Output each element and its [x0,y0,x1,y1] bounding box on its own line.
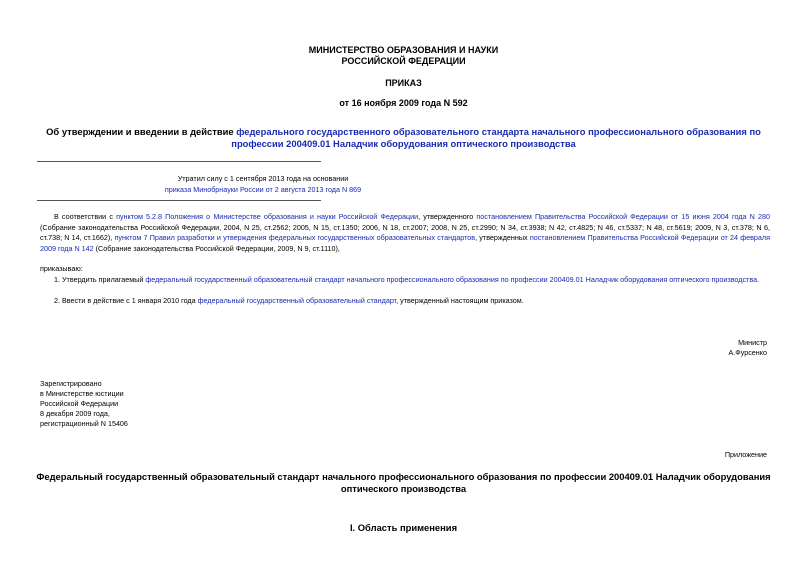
doc-date: от 16 ноября 2009 года N 592 [339,98,468,108]
preamble-text-2: , утвержденного [418,212,477,221]
signature-position: Министр [738,338,767,347]
item2-prefix: 2. Ввести в действие с 1 января 2010 года [54,296,198,305]
title-link-standard[interactable]: федерального государственного образовательного стандарта начального профессионального образования по [236,126,761,137]
signature-name: А.Фурсенко [728,348,767,357]
link-standard-item1[interactable]: федеральный государственный образовательный стандарт начального профессионального образования по профессии 200409.01 Наладчик оборудования оптического производства [145,275,758,284]
preamble-paragraph [40,212,770,254]
item1-prefix: 1. Утвердить прилагаемый [54,275,146,284]
repeal-order-link[interactable]: приказа Минобрнауки России от 2 августа 2013 года N 869 [164,185,362,194]
registration-line-3: Российской Федерации [40,399,119,408]
order-item-1 [40,275,770,286]
link-rules-item-7[interactable]: пунктом 7 Правил разработки и утверждения федеральных государственных образовательных стандартов [114,233,476,242]
appendix-title-line-2: оптического производства [340,483,467,494]
registration-line-1: Зарегистрировано [40,379,102,388]
link-regulation-5-2-8[interactable]: пунктом 5.2.8 Положения о Министерстве образования и науки Российской Федерации [116,212,419,221]
preamble-text-5: (Собрание законодательства Российской Федерации, 2009, N 9, ст.1110), [93,243,340,253]
preamble-text-1: В соответствии с [54,212,117,221]
status-line-1: Утратил силу с 1 сентября 2013 года на основании [177,174,349,183]
registration-line-2: в Министерстве юстиции [40,389,124,398]
appendix-label: Приложение [724,450,767,459]
order-title [0,126,807,150]
ministry-line-2: РОССИЙСКОЙ ФЕДЕРАЦИИ [341,56,466,66]
item1-suffix: . [757,275,760,284]
divider-bottom [37,200,321,201]
link-decree-280[interactable]: постановлением Правительства Российской Федерации от 15 июня 2004 года N 280 [476,212,770,221]
title-prefix: Об утверждении и введении в действие [46,126,237,137]
divider-top [37,161,321,162]
doc-type: ПРИКАЗ [385,78,422,88]
registration-line-4: 8 декабря 2009 года, [40,409,110,418]
link-decree-142[interactable]: постановлением Правительства Российской Федерации от 24 февраля 2009 года N 142 [40,233,771,253]
order-word: приказываю: [40,264,83,273]
item2-suffix: , утвержденный настоящим приказом. [396,296,524,305]
title-link-standard-cont[interactable]: профессии 200409.01 Наладчик оборудования оптического производства [231,138,576,149]
preamble-text-4: , утвержденных [475,233,530,242]
link-standard-item2[interactable]: федеральный государственный образовательный стандарт [197,296,397,305]
section-heading: I. Область применения [349,522,458,533]
status-note-link-row [37,185,489,196]
appendix-title-line-1: Федеральный государственный образовательный стандарт начального профессионального образования по профессии 200409.01 Наладчик оборудования [36,471,771,482]
order-item-2 [40,296,770,307]
ministry-line-1: МИНИСТЕРСТВО ОБРАЗОВАНИЯ И НАУКИ [308,45,499,55]
preamble-text-3: (Собрание законодательства Российской Федерации, 2004, N 25, ст.2562; 2005, N 15, ст.1350; 2006, N 18, ст.2007; 2008, N 25, ст.2990; N 34, ст.3938; N 42, ст.4825; N 46, ст.5337; N 48, ст.5619; 2009, N 3, ст.378; N 6, ст.738; N 14, ст.1662), [40,222,770,242]
registration-line-5: регистрационный N 15406 [40,419,128,428]
